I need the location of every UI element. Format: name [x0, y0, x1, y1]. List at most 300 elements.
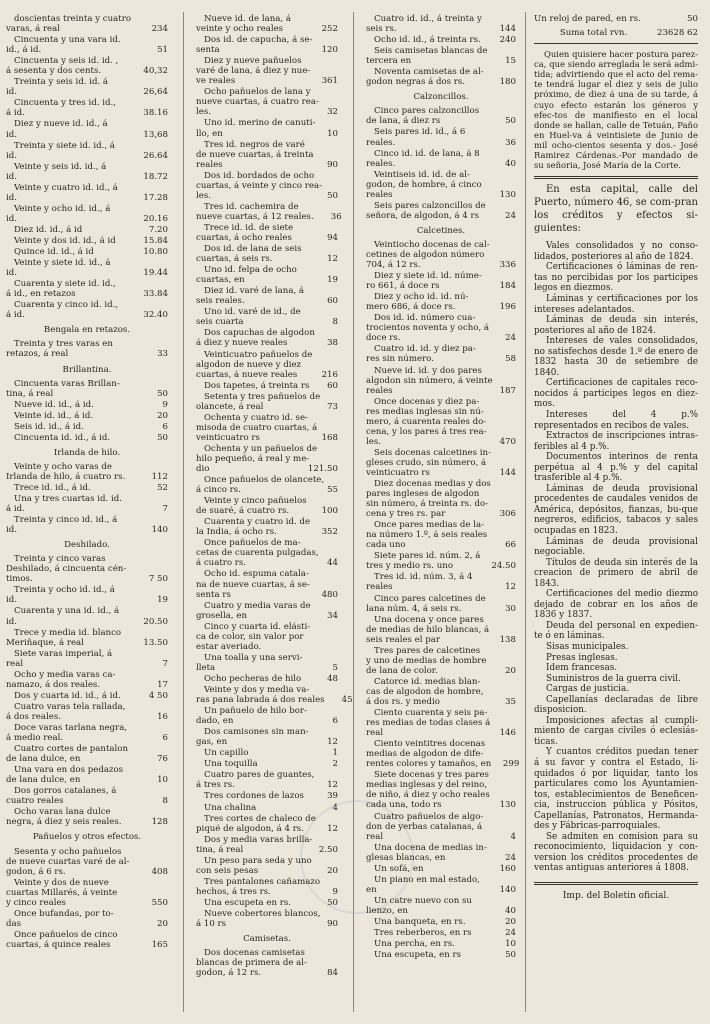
entry-text: Once pañuelos de ma-: [204, 538, 301, 549]
entry-price: 90: [327, 919, 338, 930]
entry-text: godon, á 12 rs.: [196, 968, 262, 979]
entry-text: na número 1.º, á seis reales: [366, 530, 488, 541]
entry-line: [366, 875, 516, 885]
entry-text: Siete docenas y tres pares: [374, 770, 489, 781]
entry-text: Nueve id. id. y dos pares: [374, 365, 482, 376]
entry-line: [366, 864, 516, 874]
entry-line: [196, 580, 338, 590]
entry-text: algodon sin número, á veinte: [366, 375, 493, 386]
inventory-entry: [6, 279, 168, 299]
inventory-entry: [366, 14, 516, 34]
entry-text: doce rs.: [366, 333, 401, 344]
section-heading: Deshilado.: [64, 540, 110, 551]
inventory-entry: [6, 744, 168, 764]
credit-item: Láminas de deuda provisional procedentes de caudales venidos de América, depósitos, fianzas, bu-que negreros, edificios, tabacos y sales ocupadas en 1823.: [534, 483, 698, 536]
entry-text: Uno id. felpa de ocho: [204, 265, 297, 276]
entry-line: [6, 595, 168, 605]
entry-text: Dos id. id. número cua-: [374, 313, 476, 324]
entry-text: das: [6, 918, 22, 929]
entry-line: [196, 350, 338, 360]
inventory-column-2: [196, 14, 353, 979]
entry-price: 112: [151, 471, 168, 482]
inventory-entry: [366, 812, 516, 842]
inventory-entry: [6, 162, 168, 182]
entry-text: Veinte y dos id. id., á id: [14, 235, 116, 246]
entry-text: de nueve cuartas varé de al-: [6, 856, 130, 867]
entry-text: Una vara en dos pedazos: [14, 765, 124, 776]
credit-item: Títulos de deuda sin interés de la creacion de primero de abril de 1843.: [534, 557, 698, 589]
entry-line: [196, 129, 338, 139]
credit-item: Intereses del 4 p.% representados en recibos de vales.: [534, 409, 698, 431]
entry-line: [196, 791, 338, 801]
inventory-entry: [196, 286, 338, 306]
entry-line: [6, 411, 168, 421]
inventory-entry: [6, 422, 168, 432]
entry-price: 52: [157, 482, 168, 493]
entry-text: Un pañuelo de hilo bor-: [204, 706, 307, 717]
entry-text: Una banqueta, en rs.: [374, 916, 466, 927]
entry-text: Doce varas tarlana negra,: [14, 723, 128, 733]
inventory-entry: [196, 392, 338, 412]
entry-price: 165: [151, 939, 168, 950]
entry-text: Diez y ocho id. id. nú-: [374, 292, 469, 303]
credit-item: Suministros de la guerra civil.: [546, 673, 681, 684]
entry-line: [196, 685, 338, 695]
inventory-entry: [6, 204, 168, 224]
entry-price: 10: [505, 939, 516, 950]
entry-text: olancete, á real: [196, 401, 264, 412]
entry-text: Cuatro pares de guantes,: [204, 770, 315, 781]
entry-price: 180: [499, 77, 516, 88]
entry-line: [196, 433, 338, 443]
entry-line: [366, 520, 516, 530]
entry-line: [196, 381, 338, 391]
entry-line: [6, 389, 168, 399]
entry-text: Cuatro varas tela rallada,: [14, 701, 126, 712]
entry-line: [196, 887, 338, 897]
inventory-entry: [196, 56, 338, 86]
entry-line: [366, 509, 516, 519]
entry-line: [6, 775, 168, 785]
inventory-entry: [6, 247, 168, 257]
inventory-entry: [6, 258, 168, 278]
entry-line: [6, 744, 168, 754]
entry-price: 90: [327, 159, 338, 170]
entry-text: hilo pequeño, á real y me-: [196, 453, 310, 464]
entry-text: Setenta y tres pañuelos de: [204, 391, 321, 402]
entry-text: id.: [6, 268, 17, 279]
entry-text: Quince id. id., á id: [14, 247, 94, 258]
entry-line: [6, 723, 168, 733]
entry-price: 35: [505, 697, 516, 707]
inventory-entry: [366, 35, 516, 45]
entry-price: 24: [505, 928, 516, 939]
entry-text: cetines de algodon número: [366, 249, 485, 260]
entry-line: [366, 759, 520, 770]
inventory-entry: [6, 930, 168, 950]
entry-line: [6, 279, 168, 289]
entry-line: [6, 56, 168, 66]
entry-line: [196, 56, 338, 66]
entry-price: 130: [499, 800, 516, 811]
entry-line: [196, 898, 338, 908]
inventory-entry: [196, 140, 338, 170]
entry-text: Cuatro y media varas de: [204, 600, 311, 611]
entry-price: 66: [505, 540, 516, 551]
inventory-entry: [366, 896, 516, 916]
entry-line: [196, 485, 338, 495]
inventory-entry: [6, 56, 168, 76]
entry-price: 4: [510, 831, 516, 842]
inventory-entry: [366, 572, 516, 592]
entry-line: [196, 968, 338, 978]
entry-line: [366, 582, 516, 592]
entry-line: [6, 349, 168, 359]
entry-line: [196, 527, 338, 537]
entry-price: 58: [505, 354, 516, 365]
entry-line: [366, 56, 516, 66]
entry-line: [6, 796, 168, 806]
entry-text: Cincuenta y tres id. id.,: [14, 98, 116, 109]
entry-text: á dos rs. y medio: [366, 697, 440, 707]
entry-line: [366, 260, 516, 270]
inventory-entry: [196, 475, 338, 495]
entry-text: de lana dulce, en: [6, 775, 81, 786]
entry-text: Dos tapetes, á treinta rs: [204, 380, 310, 391]
entry-line: [366, 180, 516, 190]
entry-line: [196, 622, 338, 632]
inventory-entry: [6, 670, 168, 690]
entry-text: Dos capuchas de algodon: [204, 328, 315, 339]
entry-price: 2.50: [318, 844, 338, 855]
entry-line: [196, 706, 338, 716]
entry-line: [366, 468, 516, 478]
entry-text: Tres cortes de chaleco de: [204, 813, 316, 824]
entry-price: 7: [162, 658, 168, 669]
entry-line: [6, 712, 168, 722]
column-rule: [525, 12, 526, 1012]
entry-line: [196, 202, 338, 212]
entry-line: [6, 494, 168, 504]
entry-text: Nueve cobertores blancos,: [204, 908, 321, 919]
entry-text: sin número, á treinta rs. do-: [366, 499, 489, 510]
entry-text: Once pañuelos de cinco: [14, 929, 118, 940]
entry-price: 8: [162, 796, 168, 807]
entry-text: piqué de algodon, á 4 rs.: [196, 823, 304, 834]
entry-text: godon negras á dos rs.: [366, 77, 466, 88]
entry-text: Veinte y ocho id. id., á: [14, 203, 111, 214]
entry-line: [6, 151, 168, 161]
inventory-entry: [196, 87, 338, 117]
credit-item: Certificaciones de capitales reco-nocidos á participes legos en diez-mos.: [534, 378, 698, 410]
entry-text: grosella, en: [196, 610, 247, 621]
entry-text: Una toalla y una servi-: [204, 652, 303, 663]
entry-line: [196, 759, 338, 769]
inventory-entry: [6, 628, 168, 648]
entry-price: 146: [499, 728, 516, 739]
inventory-entry: [6, 411, 168, 421]
entry-price: 144: [499, 467, 516, 478]
entry-price: 19: [157, 595, 168, 606]
entry-line: [6, 193, 168, 203]
entry-text: id.: [6, 595, 17, 606]
entry-price: 60: [327, 380, 338, 391]
entry-text: Tres cordones de lazos: [204, 791, 304, 802]
entry-text: de lana, á diez rs: [366, 116, 441, 127]
column-rule: [183, 12, 184, 1012]
inventory-entry: [6, 494, 168, 514]
inventory-entry: [196, 265, 338, 285]
entry-text: id.: [6, 213, 17, 224]
section-heading: Brillantina.: [62, 364, 112, 375]
column-rule: [353, 12, 354, 1012]
entry-price: 550: [151, 897, 168, 908]
entry-text: tres y medio rs. uno: [366, 561, 453, 572]
entry-line: [6, 66, 168, 76]
entry-line: [196, 191, 338, 201]
inventory-entry: [366, 106, 516, 126]
inventory-entry: [6, 807, 168, 827]
entry-text: real: [366, 728, 384, 739]
entry-line: [6, 433, 168, 443]
inventory-entry: [366, 127, 516, 147]
entry-text: Catorce id. medias blan-: [374, 676, 481, 687]
section-heading: Calcetines.: [416, 225, 466, 236]
inventory-entry: [196, 496, 338, 516]
entry-text: Veinte y cinco pañuelos: [204, 496, 307, 507]
entry-text: les.: [196, 107, 211, 118]
entry-price: 10: [157, 775, 168, 786]
inventory-entry: [366, 344, 516, 364]
entry-text: Cuatro cortes de pantalon: [14, 744, 128, 755]
inventory-entry: [366, 875, 516, 895]
entry-text: Cuarenta y siete id. id.,: [14, 279, 116, 290]
entry-line: [366, 333, 516, 343]
entry-text: real: [366, 831, 384, 842]
entry-text: Veinte y siete id. id., á: [14, 258, 111, 269]
entry-line: [6, 204, 168, 214]
entry-line: [366, 24, 516, 34]
credit-item: Láminas y certificaciones por los intereses adelantados.: [534, 293, 698, 315]
inventory-entry: [196, 517, 338, 537]
entry-line: [6, 504, 168, 514]
inventory-entry: [366, 520, 516, 550]
inventory-entry: [366, 928, 516, 938]
entry-price: 470: [499, 436, 516, 447]
inventory-entry: [366, 448, 516, 478]
credit-item: Imposiciones afectas al cumpli-miento de cargas civiles ó eclesiás-ticas.: [534, 715, 698, 747]
inventory-entry: [196, 727, 338, 747]
entry-text: Ocho id. id., á treinta rs.: [374, 35, 481, 46]
entry-line: [196, 97, 338, 107]
entry-text: seis cuarta: [196, 317, 244, 328]
entry-text: á dos reales.: [6, 711, 61, 722]
entry-text: senta: [196, 45, 220, 56]
entry-text: cuartas, á nueve reales: [196, 369, 298, 380]
entry-text: y uno de medias de hombre: [366, 655, 487, 666]
entry-line: [196, 803, 338, 813]
entry-text: Dos docenas camisetas: [204, 948, 305, 959]
entry-line: [366, 489, 516, 499]
entry-text: ca de color, sin valor por: [196, 631, 304, 642]
inventory-entry: [6, 585, 168, 605]
entry-price: 361: [321, 76, 338, 87]
entry-text: mero, á cuarenta reales do-: [366, 416, 487, 427]
entry-text: trocientos noventa y ocho, á: [366, 323, 490, 334]
entry-text: Tres pares de calcetines: [374, 645, 481, 656]
inventory-entry: [366, 240, 516, 270]
entry-text: Cuatro id. id. y diez pa-: [374, 344, 476, 355]
entry-text: reales: [366, 582, 393, 593]
entry-line: [6, 525, 168, 535]
entry-text: Irlanda de hilo, á cuatro rs.: [6, 471, 126, 482]
entry-text: á id., en retazos: [6, 289, 76, 300]
entry-text: y cinco reales: [6, 897, 66, 908]
entry-text: id.: [6, 150, 17, 161]
entry-line: [366, 14, 516, 24]
entry-price: 12: [327, 737, 338, 748]
entry-price: 33.84: [143, 289, 168, 300]
entry-line: [196, 948, 338, 958]
credit-item: Intereses de vales consolidados, no satisfechos desde 1.º de enero de 1832 hasta 30 de setiembre de 1840.: [534, 336, 698, 378]
entry-price: 299: [502, 759, 520, 770]
entry-text: de niño, á diez y ocho reales: [366, 790, 490, 801]
entry-line: [366, 271, 516, 281]
inventory-entry: [196, 307, 338, 327]
entry-text: Siete varas imperial, á: [14, 648, 113, 659]
entry-price: 38: [327, 338, 338, 349]
entry-text: varé de lana, á diez y nue-: [196, 66, 311, 77]
entry-text: Dos id. de capucha, á se-: [204, 35, 313, 46]
entry-line: [366, 540, 516, 550]
inventory-entry: [196, 877, 338, 897]
credit-item: Láminas de deuda provisional negociable.: [534, 536, 698, 558]
entry-line: [196, 496, 338, 506]
entry-line: [196, 601, 338, 611]
entry-line: [366, 116, 516, 126]
entry-text: Un catre nuevo con su: [374, 895, 472, 906]
inventory-entry: [366, 917, 516, 927]
entry-line: [196, 338, 338, 348]
entry-line: [196, 770, 338, 780]
entry-price: 4 50: [148, 690, 168, 701]
entry-line: [366, 530, 516, 540]
entry-text: seis reales el par: [366, 634, 440, 645]
credit-item: Extractos de inscripciones intras-feribles al 4 p.%.: [534, 431, 698, 452]
entry-text: Veinte y cuatro id. id., á: [14, 182, 118, 193]
entry-line: [196, 611, 338, 621]
entry-line: [196, 181, 338, 191]
item-text: Un reloj de pared, en rs.: [534, 14, 641, 24]
entry-price: 45: [341, 695, 353, 706]
inventory-entry: [6, 379, 168, 399]
entry-text: Nueve id. id., á id.: [14, 399, 94, 410]
inventory-entry: [196, 803, 338, 813]
entry-line: [6, 691, 168, 701]
entry-line: [6, 247, 168, 257]
entry-price: 20: [157, 918, 168, 929]
inventory-entry: [196, 748, 338, 758]
entry-text: Cinco y cuarta id. elásti-: [204, 621, 311, 632]
entry-text: á sesenta y dos cents.: [6, 66, 102, 77]
entry-price: 184: [499, 281, 516, 292]
entry-price: 160: [499, 863, 516, 874]
entry-price: 48: [327, 673, 338, 684]
entry-line: [196, 748, 338, 758]
credits-list: [534, 241, 698, 874]
entry-text: Ciento cuarenta y seis pa-: [374, 708, 488, 719]
entry-line: [366, 417, 516, 427]
entry-text: Meriñaque, á real: [6, 637, 84, 648]
entry-line: [366, 376, 516, 386]
inventory-entry: [196, 653, 338, 673]
entry-text: á cuatro rs.: [196, 558, 247, 569]
inventory-entry: [366, 708, 516, 738]
inventory-entry: [196, 835, 338, 855]
entry-price: 234: [151, 24, 168, 35]
entry-text: Cuarenta y cuatro id. de: [204, 517, 311, 528]
entry-line: [196, 824, 338, 834]
entry-line: [366, 635, 516, 645]
entry-text: Trece id. id., á id.: [14, 482, 91, 493]
entry-text: cena y tres rs. par: [366, 509, 446, 520]
entry-line: [366, 906, 516, 916]
entry-text: Cincuenta y una vara id.: [14, 35, 121, 46]
entry-text: Dos gorros catalanes, á: [14, 786, 117, 797]
entry-text: cas de algodon de hombre,: [366, 686, 484, 697]
inventory-entry: [366, 594, 516, 614]
entry-price: 24.50: [491, 561, 516, 572]
entry-price: 20: [505, 916, 516, 927]
inventory-entry: [366, 950, 516, 960]
entry-line: [6, 628, 168, 638]
entry-text: retazos, á real: [6, 349, 69, 360]
inventory-entry: [6, 236, 168, 246]
entry-line: [196, 24, 338, 34]
entry-text: Tres id. id. núm. 3, á 4: [374, 572, 473, 583]
entry-text: Una percha, en rs.: [374, 939, 455, 950]
entry-line: [196, 307, 338, 317]
entry-text: hechos, á tres rs.: [196, 886, 271, 897]
inventory-entry: [196, 814, 338, 834]
entry-line: [366, 67, 516, 77]
entry-text: cada uno: [366, 540, 406, 551]
entry-price: 84: [327, 968, 338, 979]
entry-price: 121.50: [307, 464, 338, 475]
entry-text: de medias de hilo blancas, á: [366, 624, 490, 635]
entry-line: [366, 780, 516, 790]
inventory-entry: [6, 400, 168, 410]
inventory-entry: [6, 765, 168, 785]
entry-price: 33: [157, 349, 168, 360]
entry-line: [366, 407, 516, 417]
entry-text: Trece y media id. blanco: [14, 627, 122, 638]
entry-text: medias inglesas y del reino,: [366, 780, 488, 791]
entry-text: Seis docenas calcetines in-: [374, 447, 491, 458]
entry-text: Diez id. varé de lana, á: [204, 286, 305, 297]
inventory-entry: [6, 691, 168, 701]
inventory-entry: [196, 770, 338, 790]
entry-line: [6, 472, 168, 482]
entry-text: mero 686, á doce rs.: [366, 302, 456, 313]
entry-line: [6, 847, 168, 857]
inventory-entry: [6, 35, 168, 55]
entry-text: lienzo, en: [366, 905, 408, 916]
inventory-entry: [6, 483, 168, 493]
entry-text: id.: [6, 192, 17, 203]
entry-line: [6, 888, 168, 898]
entry-line: [6, 172, 168, 182]
